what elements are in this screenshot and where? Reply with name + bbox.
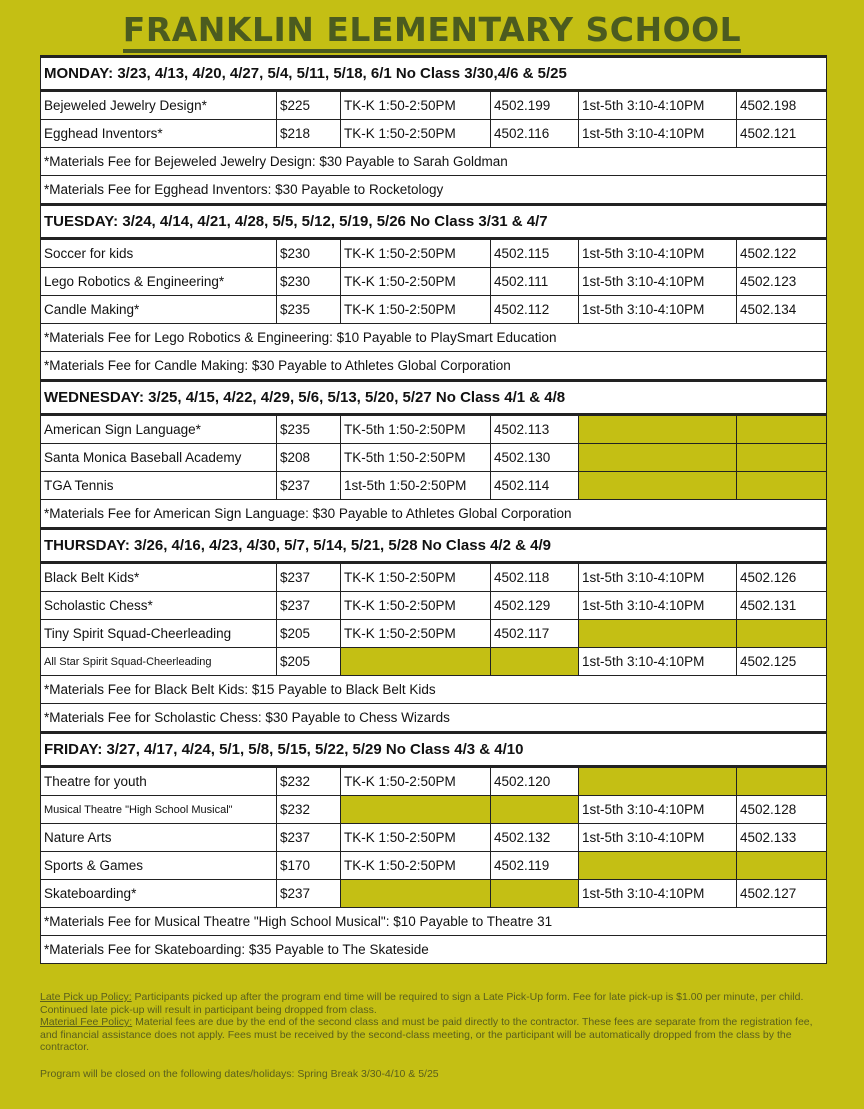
late-session [579, 620, 737, 648]
day-header: TUESDAY: 3/24, 4/14, 4/21, 4/28, 5/5, 5/12, 5/19, 5/26 No Class 3/31 & 4/7 [41, 205, 827, 239]
late-code: 4502.198 [737, 91, 827, 120]
late-code: 4502.127 [737, 880, 827, 908]
early-code: 4502.117 [491, 620, 579, 648]
table-row [41, 620, 827, 648]
early-code: 4502.120 [491, 767, 579, 796]
materials-fee-note: *Materials Fee for Skateboarding: $35 Payable to The Skateside [41, 936, 827, 964]
table-row [41, 444, 827, 472]
table-row [41, 880, 827, 908]
early-code: 4502.132 [491, 824, 579, 852]
closed-dates: Program will be closed on the following dates/holidays: Spring Break 3/30-4/10 & 5/25 [40, 1067, 439, 1080]
materials-fee-row [41, 148, 827, 176]
late-code [737, 444, 827, 472]
early-session: TK-K 1:50-2:50PM [341, 592, 491, 620]
late-session: 1st-5th 3:10-4:10PM [579, 592, 737, 620]
class-fee: $230 [277, 239, 341, 268]
class-fee: $235 [277, 415, 341, 444]
class-name: All Star Spirit Squad-Cheerleading [41, 648, 277, 676]
class-name: Bejeweled Jewelry Design* [41, 91, 277, 120]
class-name: Tiny Spirit Squad-Cheerleading [41, 620, 277, 648]
late-code: 4502.123 [737, 268, 827, 296]
table-row [41, 472, 827, 500]
materials-fee-row [41, 324, 827, 352]
late-policy-label: Late Pick up Policy: [40, 991, 132, 1003]
day-header: THURSDAY: 3/26, 4/16, 4/23, 4/30, 5/7, 5/14, 5/21, 5/28 No Class 4/2 & 4/9 [41, 529, 827, 563]
day-header-row [41, 733, 827, 767]
late-code: 4502.131 [737, 592, 827, 620]
early-session: TK-K 1:50-2:50PM [341, 296, 491, 324]
materials-fee-row [41, 704, 827, 733]
late-code [737, 472, 827, 500]
class-fee: $170 [277, 852, 341, 880]
early-session: TK-K 1:50-2:50PM [341, 767, 491, 796]
early-session [341, 648, 491, 676]
late-code [737, 852, 827, 880]
class-fee: $237 [277, 880, 341, 908]
materials-fee-row [41, 352, 827, 381]
materials-fee-note: *Materials Fee for American Sign Language: $30 Payable to Athletes Global Corporation [41, 500, 827, 529]
policy-footer [40, 991, 826, 1080]
early-session: TK-K 1:50-2:50PM [341, 239, 491, 268]
table-row [41, 239, 827, 268]
class-fee: $205 [277, 620, 341, 648]
late-policy-text: Participants picked up after the program end time will be required to sign a Late Pick-Up form. Fee for late pick-up is $1.00 per minute, per child. Continued late pick-up will result in participant being dropped from class. [40, 991, 804, 1016]
table-row [41, 648, 827, 676]
early-session: TK-K 1:50-2:50PM [341, 852, 491, 880]
early-session: TK-K 1:50-2:50PM [341, 120, 491, 148]
day-header-row [41, 529, 827, 563]
late-code: 4502.133 [737, 824, 827, 852]
table-row [41, 592, 827, 620]
early-code: 4502.116 [491, 120, 579, 148]
table-row [41, 563, 827, 592]
class-fee: $232 [277, 767, 341, 796]
material-policy [40, 1016, 826, 1054]
table-row [41, 91, 827, 120]
day-header-row [41, 381, 827, 415]
late-session: 1st-5th 3:10-4:10PM [579, 239, 737, 268]
late-session: 1st-5th 3:10-4:10PM [579, 120, 737, 148]
late-session [579, 415, 737, 444]
class-name: Black Belt Kids* [41, 563, 277, 592]
early-session [341, 796, 491, 824]
materials-fee-row [41, 908, 827, 936]
class-name: American Sign Language* [41, 415, 277, 444]
late-code: 4502.134 [737, 296, 827, 324]
class-fee: $237 [277, 563, 341, 592]
day-header: WEDNESDAY: 3/25, 4/15, 4/22, 4/29, 5/6, 5/13, 5/20, 5/27 No Class 4/1 & 4/8 [41, 381, 827, 415]
early-session [341, 880, 491, 908]
class-name: Skateboarding* [41, 880, 277, 908]
late-code: 4502.122 [737, 239, 827, 268]
table-row [41, 296, 827, 324]
table-row [41, 268, 827, 296]
late-session: 1st-5th 3:10-4:10PM [579, 91, 737, 120]
materials-fee-note: *Materials Fee for Bejeweled Jewelry Design: $30 Payable to Sarah Goldman [41, 148, 827, 176]
class-name: Santa Monica Baseball Academy [41, 444, 277, 472]
class-fee: $208 [277, 444, 341, 472]
early-code: 4502.119 [491, 852, 579, 880]
materials-fee-row [41, 676, 827, 704]
early-code [491, 880, 579, 908]
early-code: 4502.114 [491, 472, 579, 500]
late-session [579, 444, 737, 472]
class-fee: $225 [277, 91, 341, 120]
late-session: 1st-5th 3:10-4:10PM [579, 268, 737, 296]
class-fee: $230 [277, 268, 341, 296]
materials-fee-note: *Materials Fee for Lego Robotics & Engineering: $10 Payable to PlaySmart Education [41, 324, 827, 352]
table-row [41, 767, 827, 796]
early-session: TK-5th 1:50-2:50PM [341, 444, 491, 472]
day-header-row [41, 57, 827, 91]
late-code: 4502.126 [737, 563, 827, 592]
early-code: 4502.113 [491, 415, 579, 444]
early-code [491, 796, 579, 824]
late-code [737, 620, 827, 648]
late-policy [40, 991, 826, 1016]
late-code: 4502.121 [737, 120, 827, 148]
class-name: Musical Theatre "High School Musical" [41, 796, 277, 824]
class-fee: $232 [277, 796, 341, 824]
material-policy-text: Material fees are due by the end of the second class and must be paid directly to the contractor. These fees are separate from the registration fee, and financial assistance does not apply. Fees must be received by the second-class meeting, or the participant will be automatically dropped from the class by the contractor. [40, 1016, 813, 1053]
class-fee: $237 [277, 472, 341, 500]
materials-fee-note: *Materials Fee for Musical Theatre "High School Musical": $10 Payable to Theatre 31 [41, 908, 827, 936]
late-code: 4502.128 [737, 796, 827, 824]
early-session: TK-K 1:50-2:50PM [341, 620, 491, 648]
early-code: 4502.115 [491, 239, 579, 268]
late-code [737, 767, 827, 796]
schedule-table [40, 55, 827, 964]
late-session: 1st-5th 3:10-4:10PM [579, 824, 737, 852]
early-code: 4502.199 [491, 91, 579, 120]
early-session: TK-K 1:50-2:50PM [341, 563, 491, 592]
late-code: 4502.125 [737, 648, 827, 676]
class-name: TGA Tennis [41, 472, 277, 500]
class-name: Soccer for kids [41, 239, 277, 268]
materials-fee-row [41, 936, 827, 964]
table-row [41, 415, 827, 444]
early-session: TK-5th 1:50-2:50PM [341, 415, 491, 444]
table-row [41, 796, 827, 824]
late-session: 1st-5th 3:10-4:10PM [579, 563, 737, 592]
class-fee: $237 [277, 592, 341, 620]
class-name: Scholastic Chess* [41, 592, 277, 620]
materials-fee-note: *Materials Fee for Egghead Inventors: $30 Payable to Rocketology [41, 176, 827, 205]
early-session: 1st-5th 1:50-2:50PM [341, 472, 491, 500]
late-session: 1st-5th 3:10-4:10PM [579, 796, 737, 824]
class-name: Nature Arts [41, 824, 277, 852]
material-policy-label: Material Fee Policy: [40, 1016, 133, 1028]
late-session: 1st-5th 3:10-4:10PM [579, 880, 737, 908]
late-session [579, 852, 737, 880]
early-session: TK-K 1:50-2:50PM [341, 91, 491, 120]
class-name: Sports & Games [41, 852, 277, 880]
class-fee: $237 [277, 824, 341, 852]
materials-fee-row [41, 176, 827, 205]
day-header-row [41, 205, 827, 239]
early-code: 4502.111 [491, 268, 579, 296]
materials-fee-note: *Materials Fee for Candle Making: $30 Payable to Athletes Global Corporation [41, 352, 827, 381]
late-code [737, 415, 827, 444]
late-session: 1st-5th 3:10-4:10PM [579, 648, 737, 676]
materials-fee-note: *Materials Fee for Black Belt Kids: $15 Payable to Black Belt Kids [41, 676, 827, 704]
early-code: 4502.118 [491, 563, 579, 592]
early-session: TK-K 1:50-2:50PM [341, 268, 491, 296]
late-session [579, 767, 737, 796]
late-session [579, 472, 737, 500]
class-fee: $235 [277, 296, 341, 324]
materials-fee-note: *Materials Fee for Scholastic Chess: $30 Payable to Chess Wizards [41, 704, 827, 733]
class-name: Theatre for youth [41, 767, 277, 796]
early-session: TK-K 1:50-2:50PM [341, 824, 491, 852]
early-code [491, 648, 579, 676]
table-row [41, 852, 827, 880]
early-code: 4502.112 [491, 296, 579, 324]
class-name: Egghead Inventors* [41, 120, 277, 148]
early-code: 4502.130 [491, 444, 579, 472]
day-header: FRIDAY: 3/27, 4/17, 4/24, 5/1, 5/8, 5/15, 5/22, 5/29 No Class 4/3 & 4/10 [41, 733, 827, 767]
day-header: MONDAY: 3/23, 4/13, 4/20, 4/27, 5/4, 5/11, 5/18, 6/1 No Class 3/30,4/6 & 5/25 [41, 57, 827, 91]
materials-fee-row [41, 500, 827, 529]
class-name: Candle Making* [41, 296, 277, 324]
class-name: Lego Robotics & Engineering* [41, 268, 277, 296]
table-row [41, 824, 827, 852]
late-session: 1st-5th 3:10-4:10PM [579, 296, 737, 324]
early-code: 4502.129 [491, 592, 579, 620]
class-fee: $205 [277, 648, 341, 676]
page-title: FRANKLIN ELEMENTARY SCHOOL [0, 10, 864, 49]
table-row [41, 120, 827, 148]
class-fee: $218 [277, 120, 341, 148]
